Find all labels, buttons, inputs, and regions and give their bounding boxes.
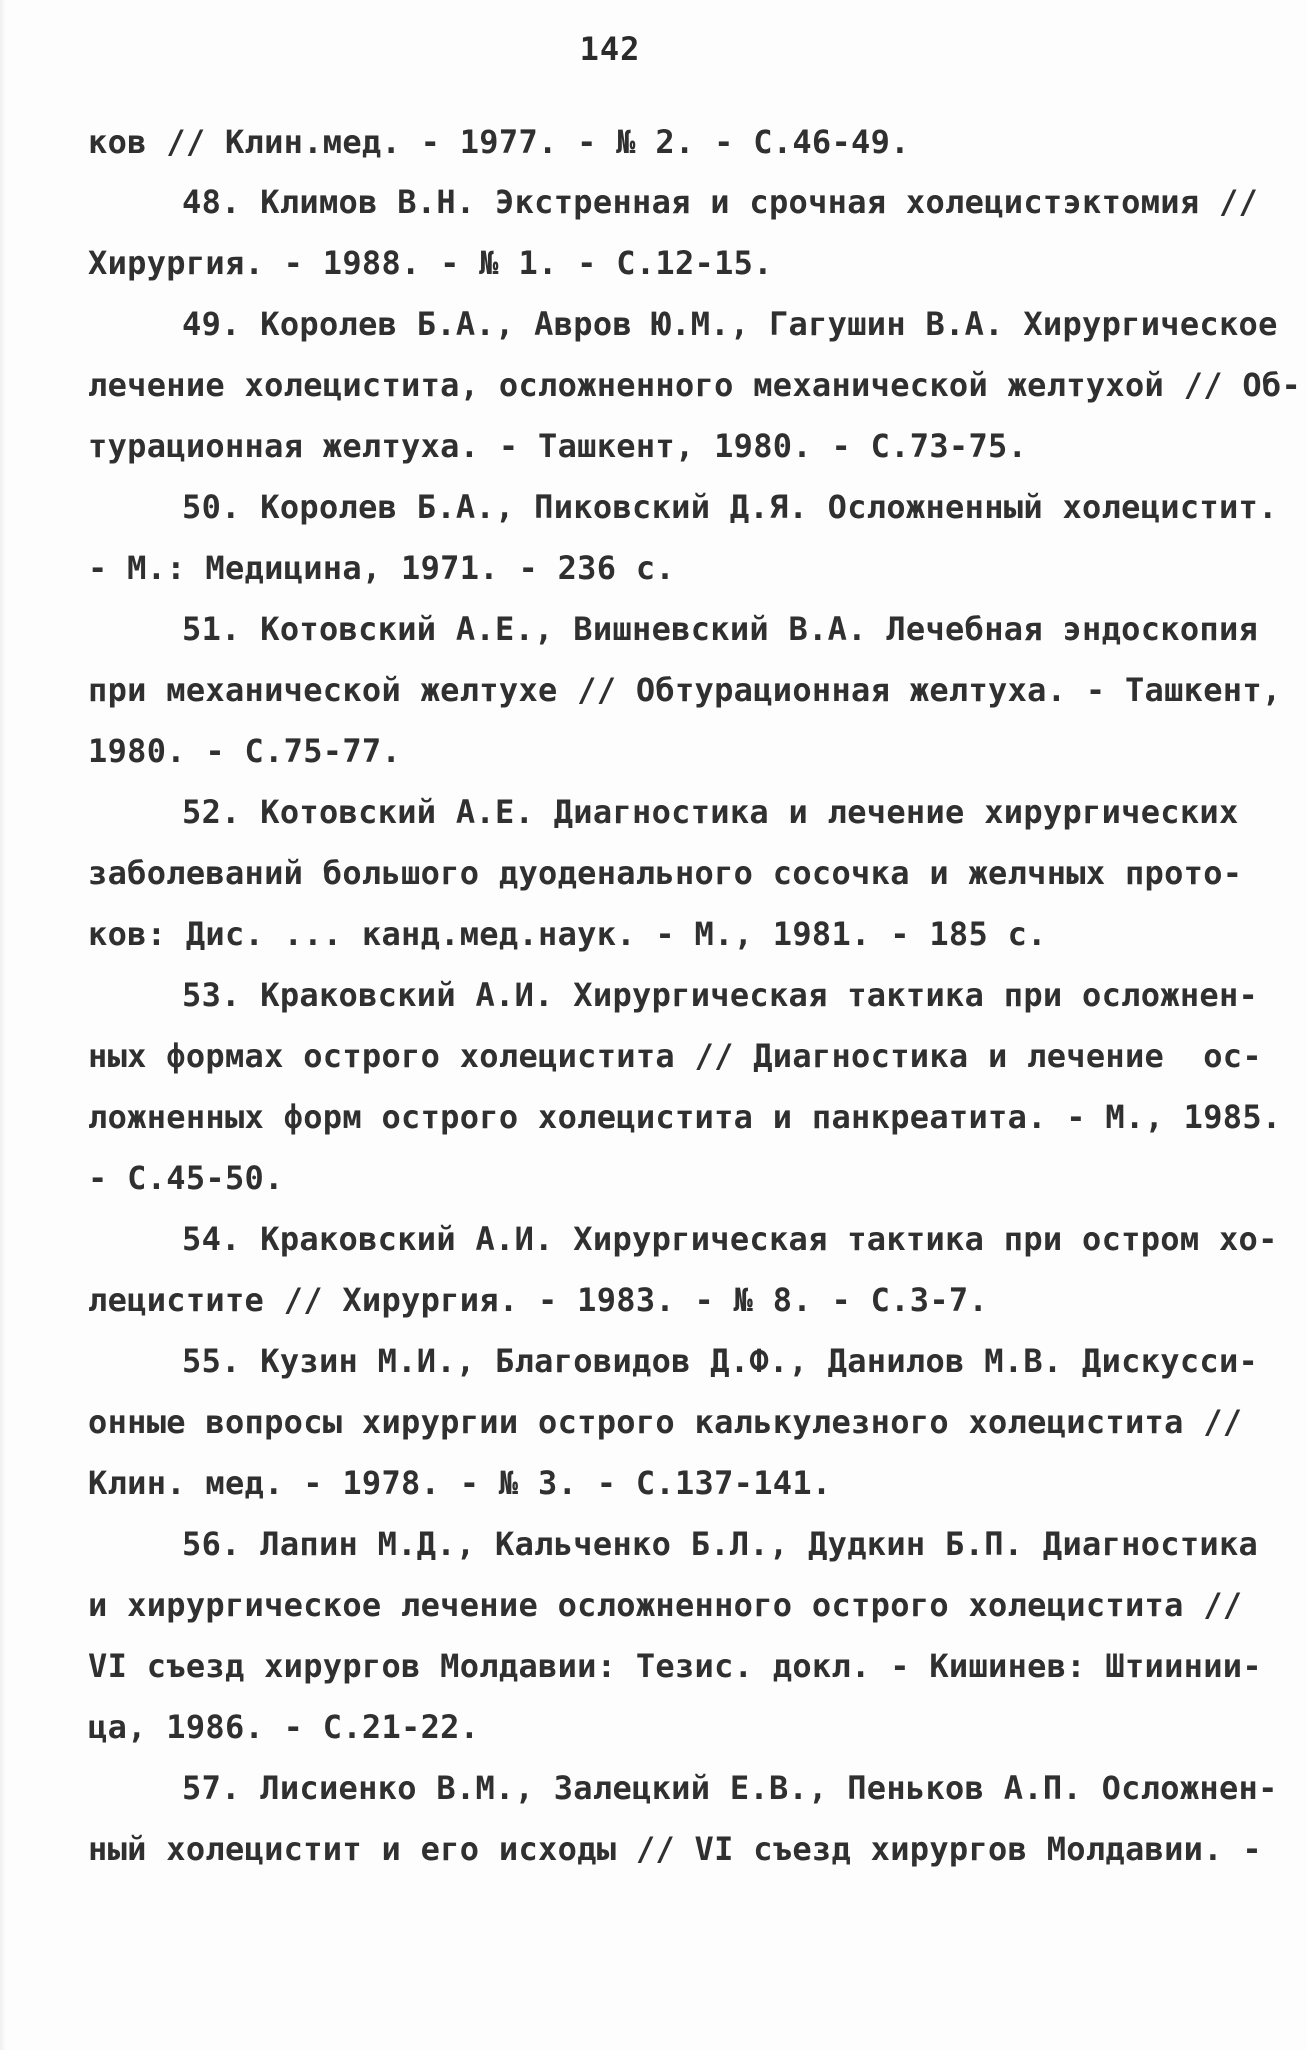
text-line: VI съезд хирургов Молдавии: Тезис. докл. - Кишинев: Штиинии- — [88, 1647, 1262, 1685]
text-line: ных формах острого холецистита // Диагностика и лечение ос- — [88, 1037, 1262, 1075]
text-line: Клин. мед. - 1978. - № 3. - С.137-141. — [88, 1464, 832, 1502]
text-line: турационная желтуха. - Ташкент, 1980. - С.73-75. — [88, 427, 1028, 465]
text-line: при механической желтухе // Обтурационная желтуха. - Ташкент, — [88, 671, 1282, 709]
text-line: заболеваний большого дуоденального сосочка и желчных прото- — [88, 854, 1243, 892]
entry-line: 48. Климов В.Н. Экстренная и срочная холецистэктомия // — [182, 183, 1259, 221]
text-line: онные вопросы хирургии острого калькулезного холецистита // — [88, 1403, 1243, 1441]
entry-line: 57. Лисиенко В.М., Залецкий Е.В., Пеньков А.П. Осложнен- — [182, 1769, 1278, 1807]
page-number: 142 — [579, 30, 641, 68]
text-line: ков // Клин.мед. - 1977. - № 2. - С.46-49. — [88, 123, 910, 161]
entry-line: 53. Краковский А.И. Хирургическая тактика при осложнен- — [182, 976, 1259, 1014]
text-line: ный холецистит и его исходы // VI съезд хирургов Молдавии. - — [88, 1830, 1262, 1868]
entry-line: 54. Краковский А.И. Хирургическая тактика при остром хо- — [182, 1220, 1278, 1258]
text-line: 1980. - С.75-77. — [88, 732, 402, 770]
entry-line: 55. Кузин М.И., Благовидов Д.Ф., Данилов М.В. Дискусси- — [182, 1342, 1259, 1380]
text-line: и хирургическое лечение осложненного острого холецистита // — [88, 1586, 1243, 1624]
text-line: лечение холецистита, осложненного механической желтухой // Об- — [88, 366, 1302, 404]
text-line: ца, 1986. - С.21-22. — [88, 1708, 480, 1746]
text-line: лецистите // Хирургия. - 1983. - № 8. - С.3-7. — [88, 1281, 989, 1319]
text-line: Хирургия. - 1988. - № 1. - С.12-15. — [88, 244, 773, 282]
text-line: ков: Дис. ... канд.мед.наук. - М., 1981. - 185 с. — [88, 915, 1047, 953]
text-line: - С.45-50. — [88, 1159, 284, 1197]
entry-line: 56. Лапин М.Д., Кальченко Б.Л., Дудкин Б.П. Диагностика — [182, 1525, 1259, 1563]
entry-line: 51. Котовский А.Е., Вишневский В.А. Лечебная эндоскопия — [182, 610, 1259, 648]
entry-line: 52. Котовский А.Е. Диагностика и лечение хирургических — [182, 793, 1239, 831]
text-line: - М.: Медицина, 1971. - 236 с. — [88, 549, 675, 587]
entry-line: 50. Королев Б.А., Пиковский Д.Я. Осложненный холецистит. — [182, 488, 1278, 526]
entry-line: 49. Королев Б.А., Авров Ю.М., Гагушин В.А. Хирургическое — [182, 305, 1278, 343]
text-line: ложненных форм острого холецистита и панкреатита. - М., 1985. — [88, 1098, 1282, 1136]
